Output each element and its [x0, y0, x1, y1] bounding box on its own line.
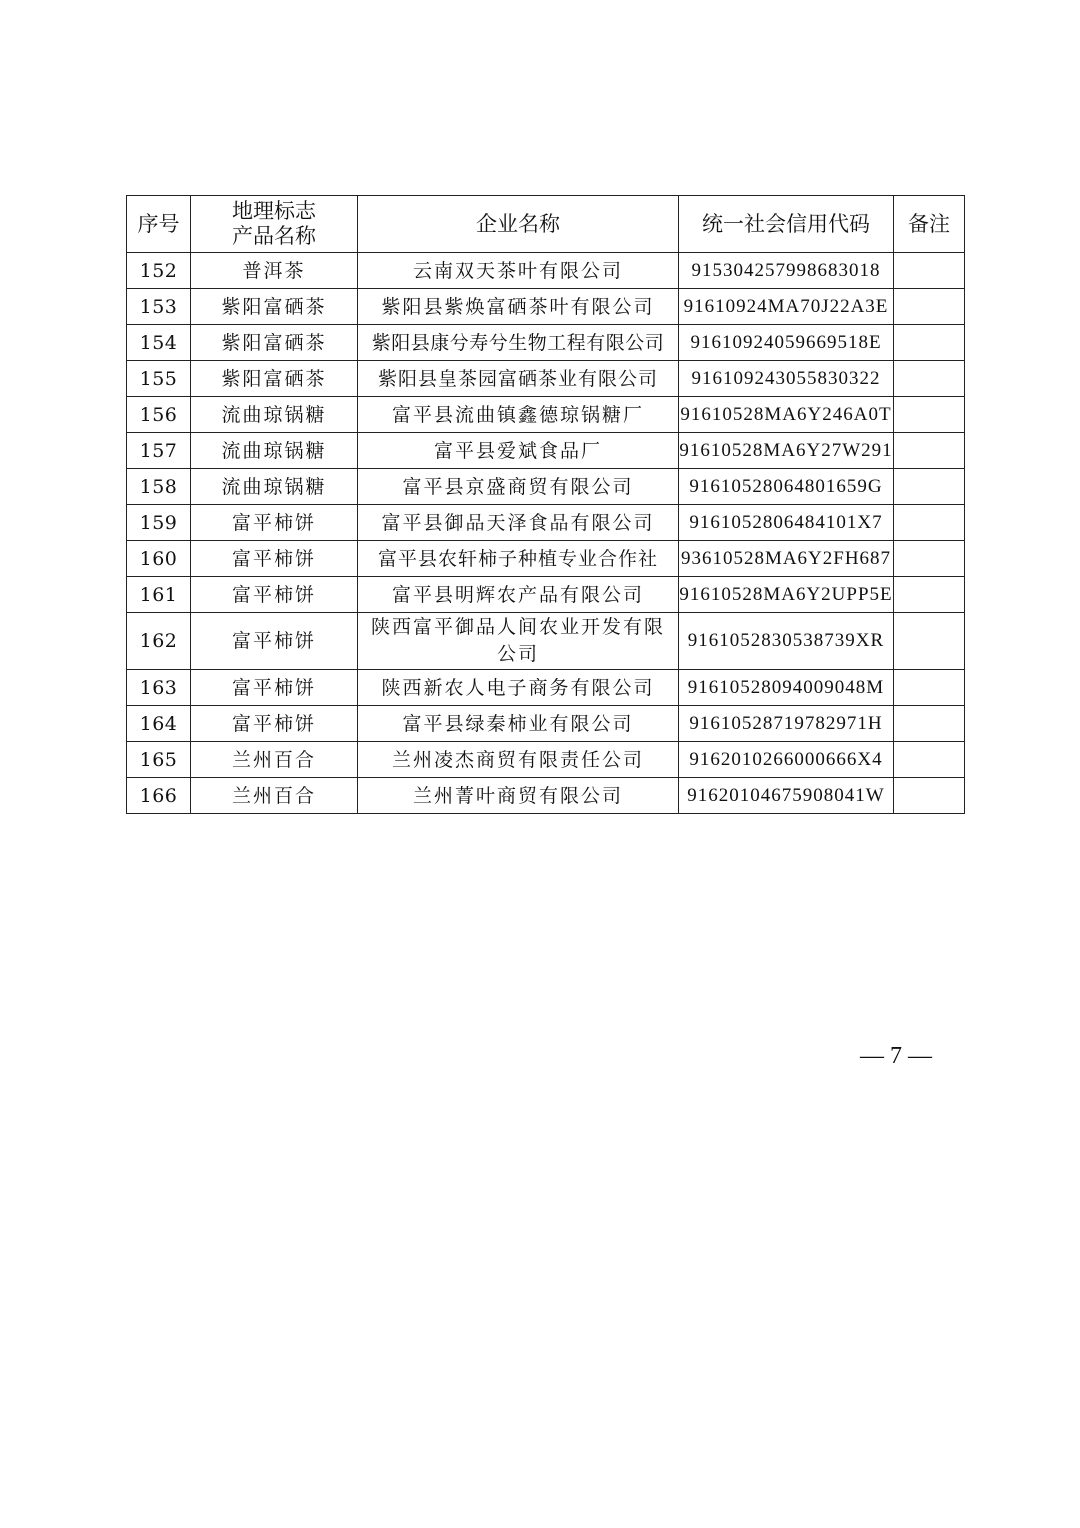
- table-row: [127, 613, 965, 670]
- table-row: [127, 289, 965, 325]
- cell-credit-code: 91620104675908041W: [679, 778, 894, 814]
- cell-product: 普洱茶: [191, 253, 358, 289]
- cell-seq: 155: [127, 361, 191, 397]
- cell-seq: 154: [127, 325, 191, 361]
- cell-remark: [894, 397, 965, 433]
- cell-seq: 153: [127, 289, 191, 325]
- cell-remark: [894, 541, 965, 577]
- cell-product: 富平柿饼: [191, 670, 358, 706]
- cell-credit-code: 916109243055830322: [679, 361, 894, 397]
- table-header-row: [127, 196, 965, 253]
- cell-remark: [894, 433, 965, 469]
- page-number: — 7 —: [860, 1043, 932, 1069]
- cell-remark: [894, 289, 965, 325]
- cell-product: 流曲琼锅糖: [191, 397, 358, 433]
- cell-credit-code: 93610528MA6Y2FH687: [679, 541, 894, 577]
- cell-company: 富平县爱斌食品厂: [358, 433, 679, 469]
- cell-product: 富平柿饼: [191, 577, 358, 613]
- cell-credit-code: 91610528MA6Y27W291: [679, 433, 894, 469]
- cell-credit-code: 91610528MA6Y246A0T: [679, 397, 894, 433]
- cell-company: 兰州凌杰商贸有限责任公司: [358, 742, 679, 778]
- table-row: [127, 469, 965, 505]
- cell-remark: [894, 505, 965, 541]
- cell-remark: [894, 253, 965, 289]
- cell-product: 紫阳富硒茶: [191, 289, 358, 325]
- table-row: [127, 361, 965, 397]
- cell-company: 富平县明辉农产品有限公司: [358, 577, 679, 613]
- header-credit-code: 统一社会信用代码: [679, 196, 894, 253]
- cell-product: 流曲琼锅糖: [191, 469, 358, 505]
- cell-remark: [894, 778, 965, 814]
- header-seq: 序号: [127, 196, 191, 253]
- cell-remark: [894, 706, 965, 742]
- cell-seq: 160: [127, 541, 191, 577]
- cell-remark: [894, 469, 965, 505]
- cell-product: 富平柿饼: [191, 505, 358, 541]
- cell-company: 紫阳县紫焕富硒茶叶有限公司: [358, 289, 679, 325]
- header-remarks: 备注: [894, 196, 965, 253]
- cell-seq: 157: [127, 433, 191, 469]
- cell-remark: [894, 577, 965, 613]
- cell-company: 富平县御品天泽食品有限公司: [358, 505, 679, 541]
- cell-seq: 159: [127, 505, 191, 541]
- table-row: [127, 397, 965, 433]
- cell-remark: [894, 670, 965, 706]
- cell-company: 云南双天茶叶有限公司: [358, 253, 679, 289]
- cell-seq: 158: [127, 469, 191, 505]
- cell-remark: [894, 361, 965, 397]
- table-row: [127, 325, 965, 361]
- header-company: 企业名称: [358, 196, 679, 253]
- cell-credit-code: 91610528064801659G: [679, 469, 894, 505]
- cell-company: 富平县京盛商贸有限公司: [358, 469, 679, 505]
- cell-credit-code: 9161052830538739XR: [679, 613, 894, 670]
- cell-company: 富平县流曲镇鑫德琼锅糖厂: [358, 397, 679, 433]
- cell-credit-code: 91610528094009048M: [679, 670, 894, 706]
- cell-company: 陕西富平御品人间农业开发有限公司: [358, 613, 679, 670]
- cell-seq: 156: [127, 397, 191, 433]
- cell-company: 紫阳县皇茶园富硒茶业有限公司: [358, 361, 679, 397]
- cell-credit-code: 91530425799868301​8: [679, 253, 894, 289]
- cell-credit-code: 91610528719782971H: [679, 706, 894, 742]
- header-product-line2: 产品名称: [232, 224, 316, 248]
- header-product-line1: 地理标志: [232, 199, 316, 223]
- table-row: [127, 670, 965, 706]
- cell-credit-code: 9162010266000666X4: [679, 742, 894, 778]
- cell-product: 富平柿饼: [191, 541, 358, 577]
- cell-product: 紫阳富硒茶: [191, 325, 358, 361]
- cell-remark: [894, 613, 965, 670]
- cell-seq: 161: [127, 577, 191, 613]
- cell-product: 流曲琼锅糖: [191, 433, 358, 469]
- table-row: [127, 541, 965, 577]
- cell-company: 兰州菁叶商贸有限公司: [358, 778, 679, 814]
- table-row: [127, 778, 965, 814]
- table-row: [127, 505, 965, 541]
- table-row: [127, 742, 965, 778]
- cell-product: 紫阳富硒茶: [191, 361, 358, 397]
- cell-credit-code: 9161052806484101X7: [679, 505, 894, 541]
- cell-seq: 163: [127, 670, 191, 706]
- cell-product: 兰州百合: [191, 742, 358, 778]
- table-row: [127, 577, 965, 613]
- table-row: [127, 433, 965, 469]
- enterprise-registry-table: [126, 195, 965, 814]
- cell-remark: [894, 325, 965, 361]
- cell-seq: 162: [127, 613, 191, 670]
- table-row: [127, 253, 965, 289]
- cell-company: 紫阳县康兮寿兮生物工程有限公司: [358, 325, 679, 361]
- header-product: [191, 196, 358, 253]
- cell-product: 兰州百合: [191, 778, 358, 814]
- cell-remark: [894, 742, 965, 778]
- table-row: [127, 706, 965, 742]
- cell-seq: 152: [127, 253, 191, 289]
- cell-seq: 164: [127, 706, 191, 742]
- cell-product: 富平柿饼: [191, 706, 358, 742]
- cell-company: 富平县绿秦柿业有限公司: [358, 706, 679, 742]
- cell-company: 陕西新农人电子商务有限公司: [358, 670, 679, 706]
- cell-credit-code: 91610528MA6Y2UPP5E: [679, 577, 894, 613]
- cell-product: 富平柿饼: [191, 613, 358, 670]
- cell-seq: 165: [127, 742, 191, 778]
- cell-credit-code: 91610924MA70J22A3E: [679, 289, 894, 325]
- cell-company: 富平县农轩柿子种植专业合作社: [358, 541, 679, 577]
- cell-seq: 166: [127, 778, 191, 814]
- cell-credit-code: 91610924059669518E: [679, 325, 894, 361]
